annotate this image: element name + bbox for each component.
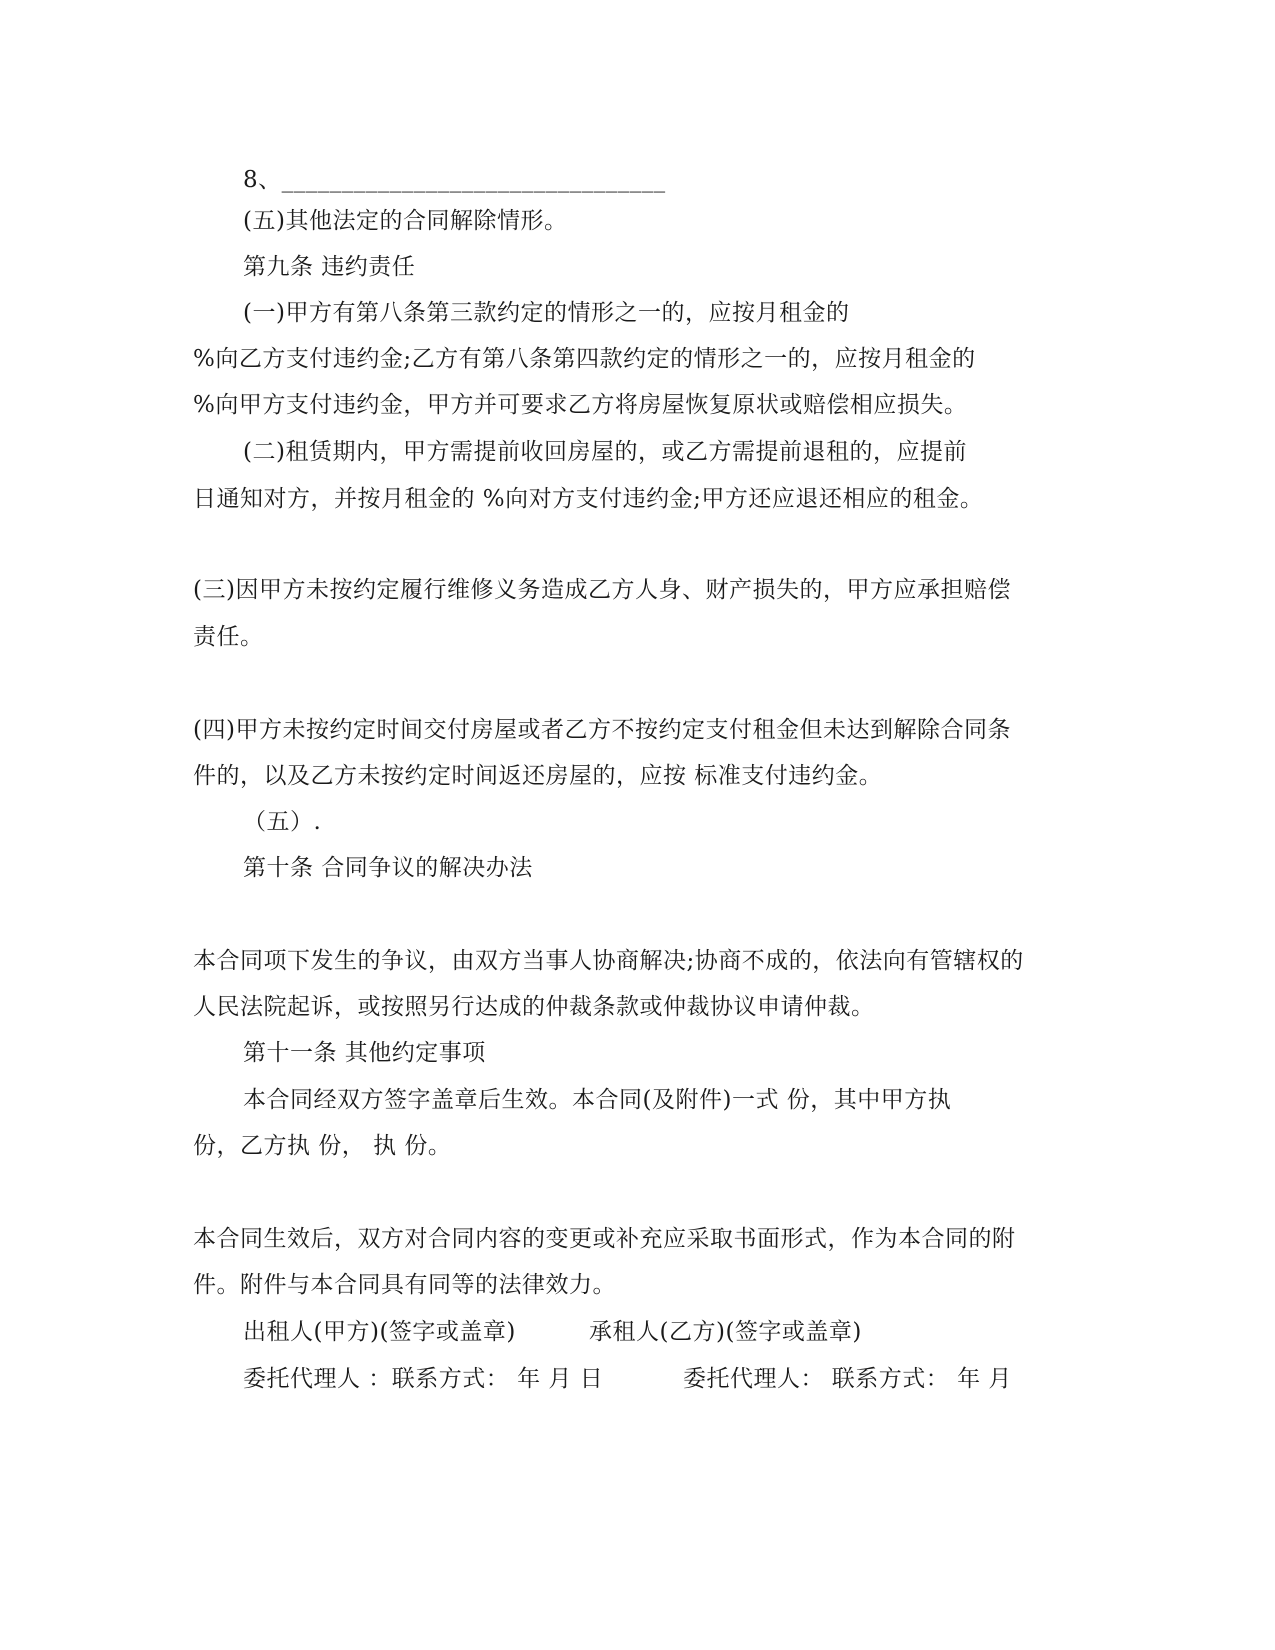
clause-9-1: (一)甲方有第八条第三款约定的情形之一的，应按月租金的: [243, 300, 850, 326]
clause-9-2: (二)租赁期内，甲方需提前收回房屋的，或乙方需提前退租的，应提前: [243, 439, 967, 465]
agent-contact-left: 委托代理人 ：联系方式： 年 月 日: [243, 1366, 604, 1392]
article-10-body: 本合同项下发生的争议，由双方当事人协商解决;协商不成的，依法向有管辖权的: [193, 948, 1024, 974]
signature-lessor: 出租人(甲方)(签字或盖章): [243, 1319, 516, 1345]
clause-9-4-cont: 件的，以及乙方未按约定时间返还房屋的，应按 标准支付违约金。: [193, 763, 883, 789]
article-11-para-1: 本合同经双方签字盖章后生效。本合同(及附件)一式 份，其中甲方执: [243, 1087, 952, 1113]
agent-contact-right: 委托代理人： 联系方式： 年 月: [683, 1366, 1012, 1392]
article-11-para-2-cont: 件。附件与本合同具有同等的法律效力。: [193, 1272, 616, 1298]
clause-9-3-cont: 责任。: [193, 624, 264, 650]
item-8-blank: 8、________________________________: [243, 167, 666, 193]
clause-9-1-cont-1: %向乙方支付违约金;乙方有第八条第四款约定的情形之一的，应按月租金的: [193, 346, 976, 372]
clause-8-5: (五)其他法定的合同解除情形。: [243, 208, 568, 234]
article-11-heading: 第十一条 其他约定事项: [243, 1040, 486, 1066]
article-11-para-2: 本合同生效后，双方对合同内容的变更或补充应采取书面形式，作为本合同的附: [193, 1226, 1016, 1252]
article-9-heading: 第九条 违约责任: [243, 254, 416, 280]
clause-9-1-cont-2: %向甲方支付违约金，甲方并可要求乙方将房屋恢复原状或赔偿相应损失。: [193, 392, 968, 418]
article-11-para-1-cont: 份，乙方执 份， 执 份。: [193, 1133, 452, 1159]
signature-lessee: 承租人(乙方)(签字或盖章): [589, 1319, 862, 1345]
article-10-heading: 第十条 合同争议的解决办法: [243, 855, 533, 881]
clause-9-4: (四)甲方未按约定时间交付房屋或者乙方不按约定支付租金但未达到解除合同条: [193, 717, 1011, 743]
article-10-body-cont: 人民法院起诉，或按照另行达成的仲裁条款或仲裁协议申请仲裁。: [193, 994, 875, 1020]
clause-9-5: （五）.: [243, 809, 322, 835]
clause-9-2-cont: 日通知对方，并按月租金的 %向对方支付违约金;甲方还应退还相应的租金。: [193, 486, 984, 512]
clause-9-3: (三)因甲方未按约定履行维修义务造成乙方人身、财产损失的，甲方应承担赔偿: [193, 577, 1011, 603]
